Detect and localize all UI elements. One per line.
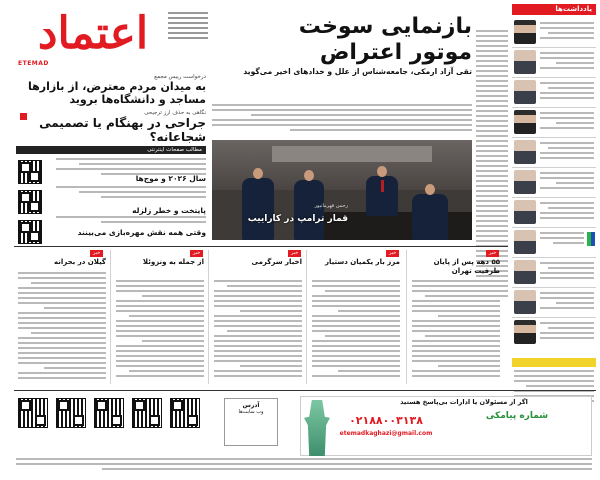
columnist-avatar xyxy=(514,170,536,194)
columnist-avatar xyxy=(514,320,536,344)
columnist-avatar xyxy=(514,260,536,284)
left-headline-1: به میدان مردم معترض، از بازارها مساجد و دانشگاه‌ها بروید xyxy=(27,80,206,106)
photo-caption: قمار ترامپ در کاراییب xyxy=(247,214,348,224)
section-divider xyxy=(14,390,596,391)
columnist-avatar xyxy=(514,140,536,164)
footer-text xyxy=(16,458,592,473)
issue-meta xyxy=(168,12,208,42)
left-kicker-1: درخواست رییس مجمع xyxy=(154,74,206,80)
qr-code-icon xyxy=(94,398,124,428)
qr-code-icon xyxy=(18,220,42,244)
columnist-text xyxy=(540,142,594,162)
advert-email: etemadkaghazi@gmail.com xyxy=(339,430,433,437)
notes-section-header: یادداشت‌ها xyxy=(512,4,596,15)
column-body-text xyxy=(312,280,400,380)
address-text: وب سایت‌ها xyxy=(238,409,264,415)
main-headline-line-2: موتور اعتراض xyxy=(319,40,472,65)
columnist-text xyxy=(540,82,594,102)
accent-stripe xyxy=(591,232,595,246)
column-title: ۵۵ دهه پس از پایان طرفیت تهران xyxy=(433,258,500,275)
advert-sms-label: شماره پیامکی xyxy=(485,411,549,421)
section-bar: مطالب صفحات اینترنتی xyxy=(16,146,206,154)
columnist-text xyxy=(540,202,594,222)
columnist-avatar xyxy=(514,230,536,254)
address-title: آدرس xyxy=(242,402,260,409)
columnist-text xyxy=(540,262,594,282)
columnist-avatar xyxy=(514,50,536,74)
main-subheadline: تقی آزاد ارمکی، جامعه‌شناس از علل و خدادهای اخیر می‌گوید xyxy=(243,67,472,76)
columnist-avatar xyxy=(514,290,536,314)
columnist-text xyxy=(540,52,594,72)
column-title: گیلان در بحرانه xyxy=(53,258,106,266)
address-box xyxy=(224,398,278,446)
qr-code-icon xyxy=(18,398,48,428)
left-body-text xyxy=(56,186,206,201)
column-tag: خبر xyxy=(288,250,301,257)
column-body-text xyxy=(116,280,204,380)
left-item-title: پایتخت و خطر زلزله xyxy=(132,206,206,215)
columnist-text xyxy=(540,292,594,312)
column-tag: خبر xyxy=(90,250,103,257)
left-item-title: سال ۲۰۲۶ و موج‌ها xyxy=(135,174,206,183)
masthead xyxy=(16,10,206,70)
column-tag: خبر xyxy=(486,250,499,257)
column-title: از جمله به ونزوئلا xyxy=(142,258,204,266)
newspaper-logo-latin: ETEMAD xyxy=(18,60,49,67)
columnist-text xyxy=(540,232,584,247)
column-body-text xyxy=(214,280,302,380)
left-headline-2: جراحی در بهنگام یا تصمیمی شجاعانه؟ xyxy=(39,116,206,144)
column-body-text xyxy=(18,272,106,382)
qr-code-icon xyxy=(170,398,200,428)
main-photo xyxy=(212,140,472,240)
qr-code-icon xyxy=(18,190,42,214)
qr-code-icon xyxy=(56,398,86,428)
qr-code-icon xyxy=(132,398,162,428)
column-tag: خبر xyxy=(190,250,203,257)
column-title: مرز بار یکمیان دستیار xyxy=(324,258,400,266)
columnist-text xyxy=(540,22,594,42)
newspaper-logo: اعتماد xyxy=(37,8,149,59)
column-title: اخبار سرگرمی xyxy=(251,258,302,266)
left-body-text xyxy=(56,216,206,226)
columnist-avatar xyxy=(514,80,536,104)
section-divider xyxy=(14,246,508,247)
columnist-avatar xyxy=(514,200,536,224)
photo-credit: رحمن قهرمانپور xyxy=(314,203,348,209)
column-body-text xyxy=(412,280,500,380)
main-headline-line-1: بازنمایی سوخت xyxy=(298,14,472,39)
columnist-text xyxy=(540,322,594,342)
columnist-avatar xyxy=(514,20,536,44)
left-item-title: وقتی همه نقش مهره‌بازی می‌بینند xyxy=(77,228,206,237)
columnist-avatar xyxy=(514,110,536,134)
main-body-text xyxy=(212,104,472,134)
advert-title: اگر از مسئولان یا ادارات بی‌پاسخ هستید xyxy=(400,398,528,406)
notes-footer-bar xyxy=(512,358,596,367)
advert-phone: ۰۲۱۸۸۰۰۳۱۳۸ xyxy=(349,414,423,427)
main-headline xyxy=(212,14,472,66)
left-kicker-2: نگاهی به حذف ارز ترجیحی xyxy=(144,110,206,116)
columnist-text xyxy=(540,172,594,192)
columnist-text xyxy=(540,112,594,132)
column-tag: خبر xyxy=(386,250,399,257)
qr-code-icon xyxy=(18,160,42,184)
red-bullet-icon xyxy=(20,113,27,120)
